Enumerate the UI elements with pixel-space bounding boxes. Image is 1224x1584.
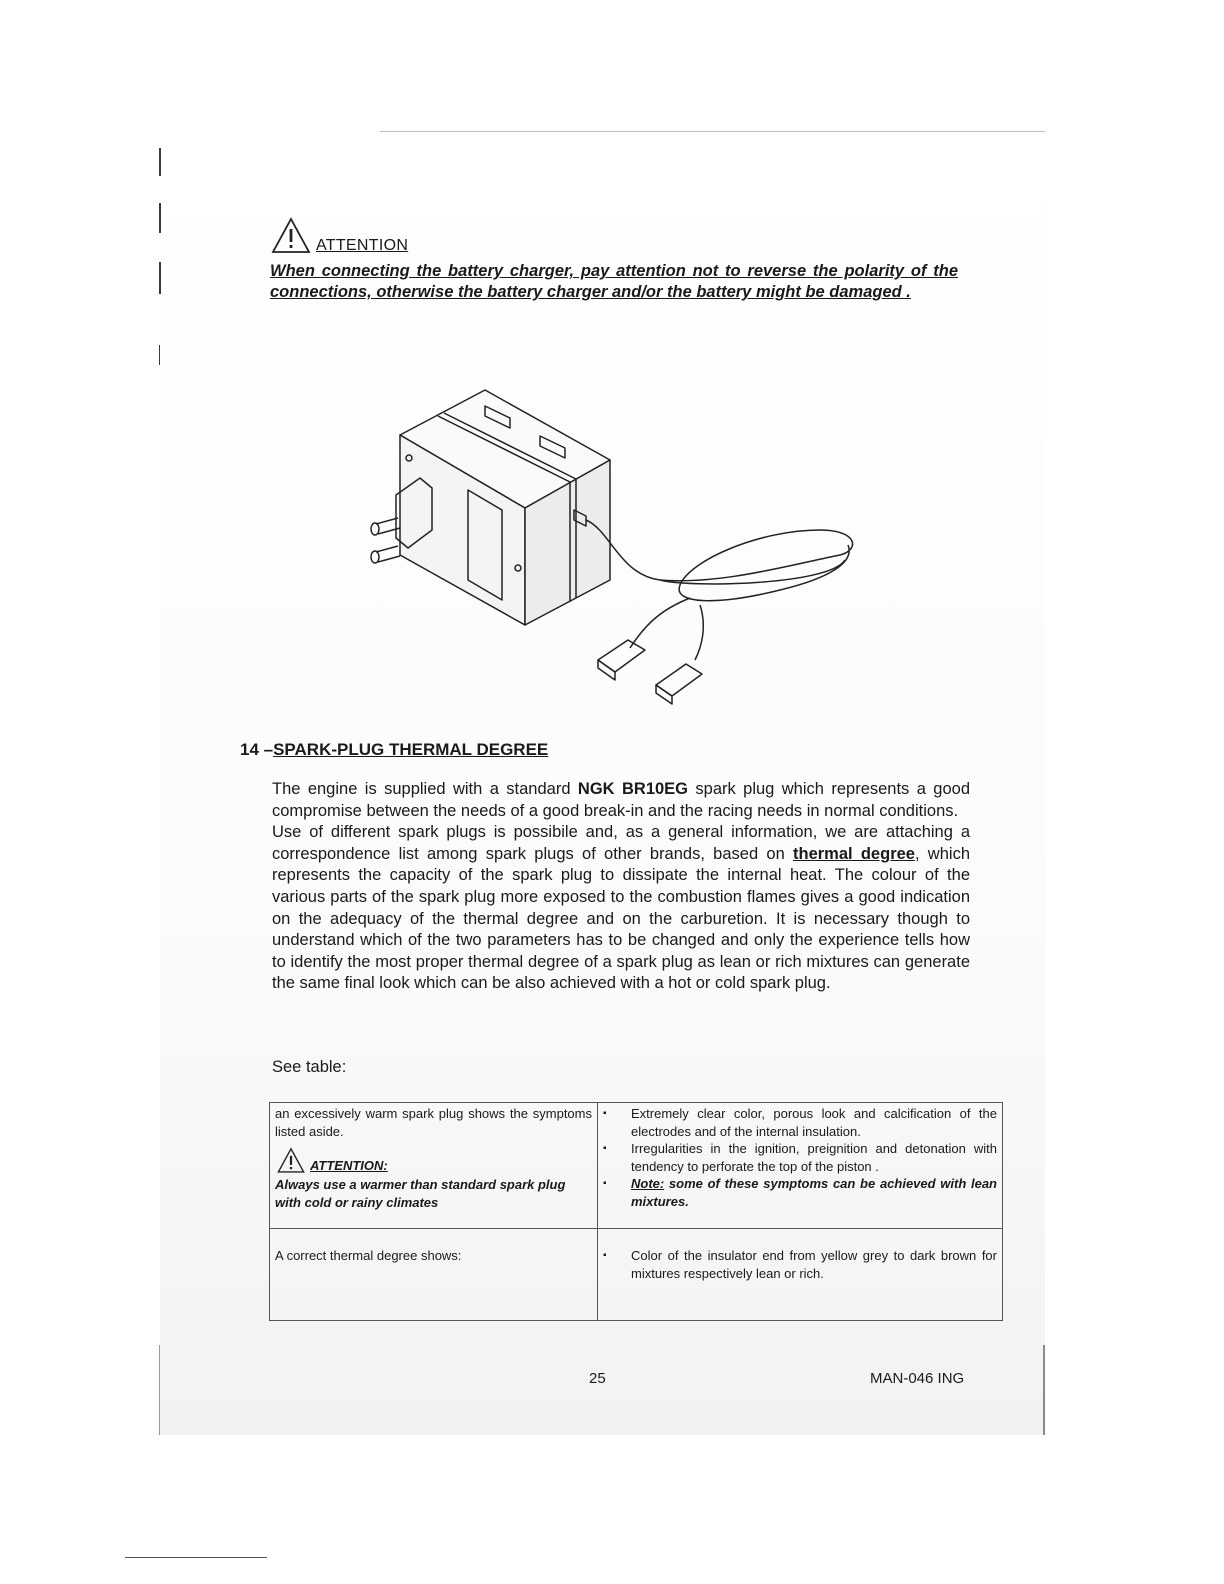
margin-mark [159,345,160,365]
p2-text-b: , which represents the capacity of the spark plug to dissipate the internal heat. The colour of the various parts of the spark plug more exposed to the combustion flames gives a good indication on the adequacy of the thermal degree and on the carburetion. It is necessary though to understand which of the two parameters has to be changed and only the experience tells how to identify the most proper thermal degree of a spark plug as lean or rich mixtures can generate the same final look which can be also achieved with a hot or cold spark plug. [272,844,970,993]
warning-triangle-icon [270,215,312,255]
bottom-rule [125,1557,267,1558]
note-label: Note: [631,1176,665,1191]
symptom-list [603,1105,997,1210]
table-row [270,1103,1003,1229]
symptom-list [603,1247,997,1282]
note-text: some of these symptoms can be achieved with lean mixtures. [631,1176,997,1209]
document-code: MAN-046 ING [870,1370,965,1387]
margin-mark [159,1345,160,1435]
section-number: 14 – [240,740,274,759]
cell-attention [275,1146,592,1174]
margin-mark [159,203,161,233]
spark-plug-table [269,1102,1003,1321]
section-title [240,740,548,760]
condition-text: an excessively warm spark plug shows the symptoms listed aside. [275,1106,592,1139]
section-heading: SPARK-PLUG THERMAL DEGREE [273,740,549,759]
list-item: ▪ Color of the insulator end from yellow grey to dark brown for mixtures respectively lean or rich. [603,1247,997,1282]
attention-block [270,215,958,303]
thermal-degree-term: thermal degree [793,844,915,863]
p1-text-b: spark plug which represents a good compromise between the needs of a good break-in and the racing needs in normal conditions. [272,780,970,820]
p2-text-a: Use of different spark plugs is possibile and, as a general information, we are attaching a correspondence list among spark plugs of other brands, based on [272,823,970,863]
paragraph-1 [272,779,970,822]
table-row [270,1229,1003,1321]
attention-title: ATTENTION [316,237,409,254]
list-item [603,1175,997,1210]
body-text [272,779,970,995]
page-number: 25 [589,1370,606,1387]
table-cell-symptoms [598,1229,1003,1321]
cell-attention-label: ATTENTION: [310,1157,388,1173]
see-table-label: See table: [272,1058,347,1076]
table-cell-condition [270,1229,598,1321]
cell-attention-text: Always use a warmer than standard spark plug with cold or rainy climates [275,1177,566,1210]
margin-mark [159,148,161,176]
list-item: ▪ Irregularities in the ignition, preignition and detonation with tendency to perforate the top of the piston . [603,1140,997,1175]
battery-charger-illustration [360,380,870,710]
warning-triangle-icon [275,1146,307,1174]
attention-text: When connecting the battery charger, pay attention not to reverse the polarity of the connections, otherwise the battery charger and/or the battery might be damaged . [270,262,958,301]
margin-mark [159,262,161,294]
attention-header [270,215,958,255]
table-cell-condition [270,1103,598,1229]
p1-text-a: The engine is supplied with a standard [272,780,578,798]
table-cell-symptoms [598,1103,1003,1229]
spark-plug-model: NGK BR10EG [577,780,689,798]
paragraph-2 [272,822,970,995]
top-rule [380,131,1045,132]
condition-text: A correct thermal degree shows: [275,1248,462,1263]
list-item: ▪ Extremely clear color, porous look and calcification of the electrodes and of the internal insulation. [603,1105,997,1140]
page-edge [1043,1345,1045,1435]
